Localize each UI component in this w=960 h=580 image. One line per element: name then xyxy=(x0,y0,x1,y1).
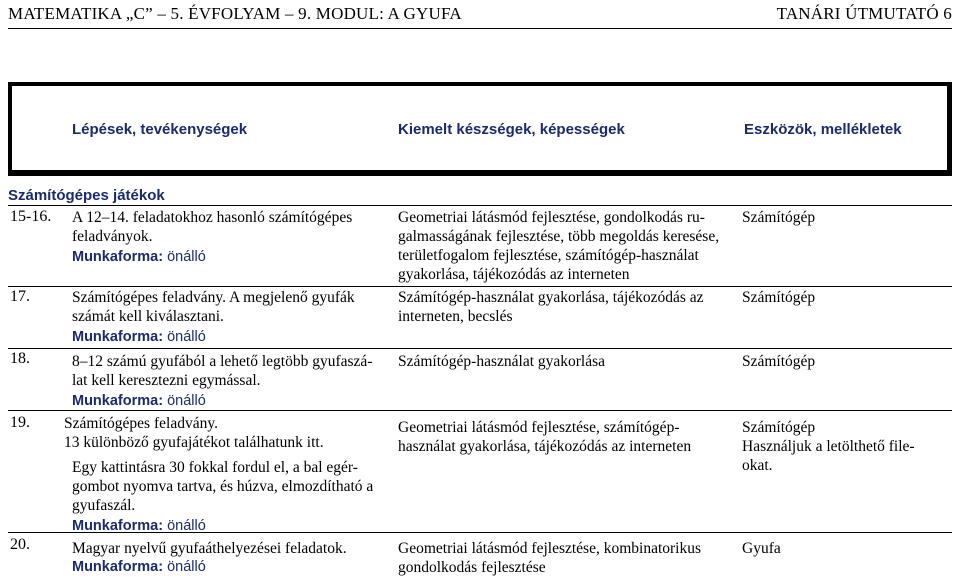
work-form-value: önálló xyxy=(167,559,206,575)
work-form xyxy=(72,517,373,536)
tools-line: Számítógép xyxy=(742,209,816,226)
work-form xyxy=(72,248,352,267)
steps-line: 8–12 számú gyufából a lehető legtöbb gyufaszá- xyxy=(72,353,373,370)
page-header-left: MATEMATIKA „C” – 5. ÉVFOLYAM – 9. MODUL: A GYUFA xyxy=(8,4,462,23)
row-skills xyxy=(398,418,691,456)
row-skills xyxy=(398,288,704,326)
work-form xyxy=(72,558,347,577)
column-header-tools: Eszközök, mellékletek xyxy=(744,121,902,138)
row-skills xyxy=(398,208,719,284)
section-title: Számítógépes játékok xyxy=(8,187,165,204)
row-steps xyxy=(72,352,372,411)
row-number: 15-16. xyxy=(10,208,52,225)
skills-line: használat gyakorlása, tájékozódás az interneten xyxy=(398,438,692,455)
row-number: 19. xyxy=(10,414,30,431)
row-tools xyxy=(742,288,815,307)
tools-line: Számítógép xyxy=(742,353,816,370)
steps-line: lat kell keresztezni egymással. xyxy=(72,372,261,389)
steps-line: A 12–14. feladatokhoz hasonló számítógépes xyxy=(72,209,353,226)
work-form-label: Munkaforma: xyxy=(72,559,164,575)
row-divider xyxy=(8,532,952,533)
row-steps xyxy=(72,208,352,267)
row-number: 18. xyxy=(10,350,30,367)
steps-line: Számítógépes feladvány. A megjelenő gyufák xyxy=(72,289,355,306)
row-steps xyxy=(72,539,347,577)
row-number: 20. xyxy=(10,536,30,553)
row-divider xyxy=(8,286,952,287)
tools-line: Számítógép xyxy=(742,419,816,436)
skills-line: galmasságának fejlesztése, több megoldás keresése, xyxy=(398,228,720,245)
row-divider xyxy=(8,410,952,411)
skills-line: Számítógép-használat gyakorlása, tájékozódás az xyxy=(398,289,704,306)
steps-line: Számítógépes feladvány. xyxy=(64,415,218,432)
skills-line: gondolkodás fejlesztése xyxy=(398,559,546,576)
row-tools xyxy=(742,352,815,371)
skills-line: interneten, becslés xyxy=(398,308,513,325)
work-form-label: Munkaforma: xyxy=(72,329,164,345)
work-form xyxy=(72,392,372,411)
row-tools xyxy=(742,418,915,475)
row-steps xyxy=(64,414,373,536)
skills-line: területfogalom fejlesztése, számítógép-használat xyxy=(398,247,699,264)
section-divider xyxy=(8,205,952,206)
steps-line: feladványok. xyxy=(72,228,153,245)
row-tools xyxy=(742,539,781,558)
work-form-label: Munkaforma: xyxy=(72,393,164,409)
tools-line: okat. xyxy=(742,457,773,474)
steps-line: gyufaszál. xyxy=(72,497,136,514)
work-form-value: önálló xyxy=(167,249,206,265)
work-form-label: Munkaforma: xyxy=(72,518,164,534)
header-divider xyxy=(8,28,952,29)
work-form-label: Munkaforma: xyxy=(72,249,164,265)
row-number: 17. xyxy=(10,288,30,305)
skills-line: Számítógép-használat gyakorlása xyxy=(398,353,606,370)
steps-line: 13 különböző gyufajátékot találhatunk itt. xyxy=(64,434,324,451)
work-form-value: önálló xyxy=(167,329,206,345)
work-form-value: önálló xyxy=(167,393,206,409)
steps-line: gombot nyomva tartva, és húzva, elmozdítható a xyxy=(72,478,374,495)
row-tools xyxy=(742,208,815,227)
skills-line: Geometriai látásmód fejlesztése, kombinatorikus xyxy=(398,540,702,557)
row-skills xyxy=(398,539,701,577)
work-form-value: önálló xyxy=(167,518,206,534)
column-header-skills: Kiemelt készségek, képességek xyxy=(398,121,625,138)
tools-line: Gyufa xyxy=(742,540,781,557)
tools-line: Számítógép xyxy=(742,289,816,306)
steps-description xyxy=(72,458,373,536)
work-form xyxy=(72,328,355,347)
skills-line: Geometriai látásmód fejlesztése, gondolkodás ru- xyxy=(398,209,705,226)
skills-line: Geometriai látásmód fejlesztése, számítógép- xyxy=(398,419,680,436)
skills-line: gyakorlása, tájékozódás az interneten xyxy=(398,266,630,283)
tools-line: Használjuk a letölthető file- xyxy=(742,438,915,455)
row-steps xyxy=(72,288,355,347)
column-header-steps: Lépések, tevékenységek xyxy=(72,121,248,138)
row-skills xyxy=(398,352,605,371)
row-divider xyxy=(8,348,952,349)
page-header-right: TANÁRI ÚTMUTATÓ 6 xyxy=(776,4,952,23)
steps-line: Egy kattintásra 30 fokkal fordul el, a bal egér- xyxy=(72,459,358,476)
steps-line: számát kell kiválasztani. xyxy=(72,308,224,325)
steps-line: Magyar nyelvű gyufaáthelyezései feladatok. xyxy=(72,540,347,557)
